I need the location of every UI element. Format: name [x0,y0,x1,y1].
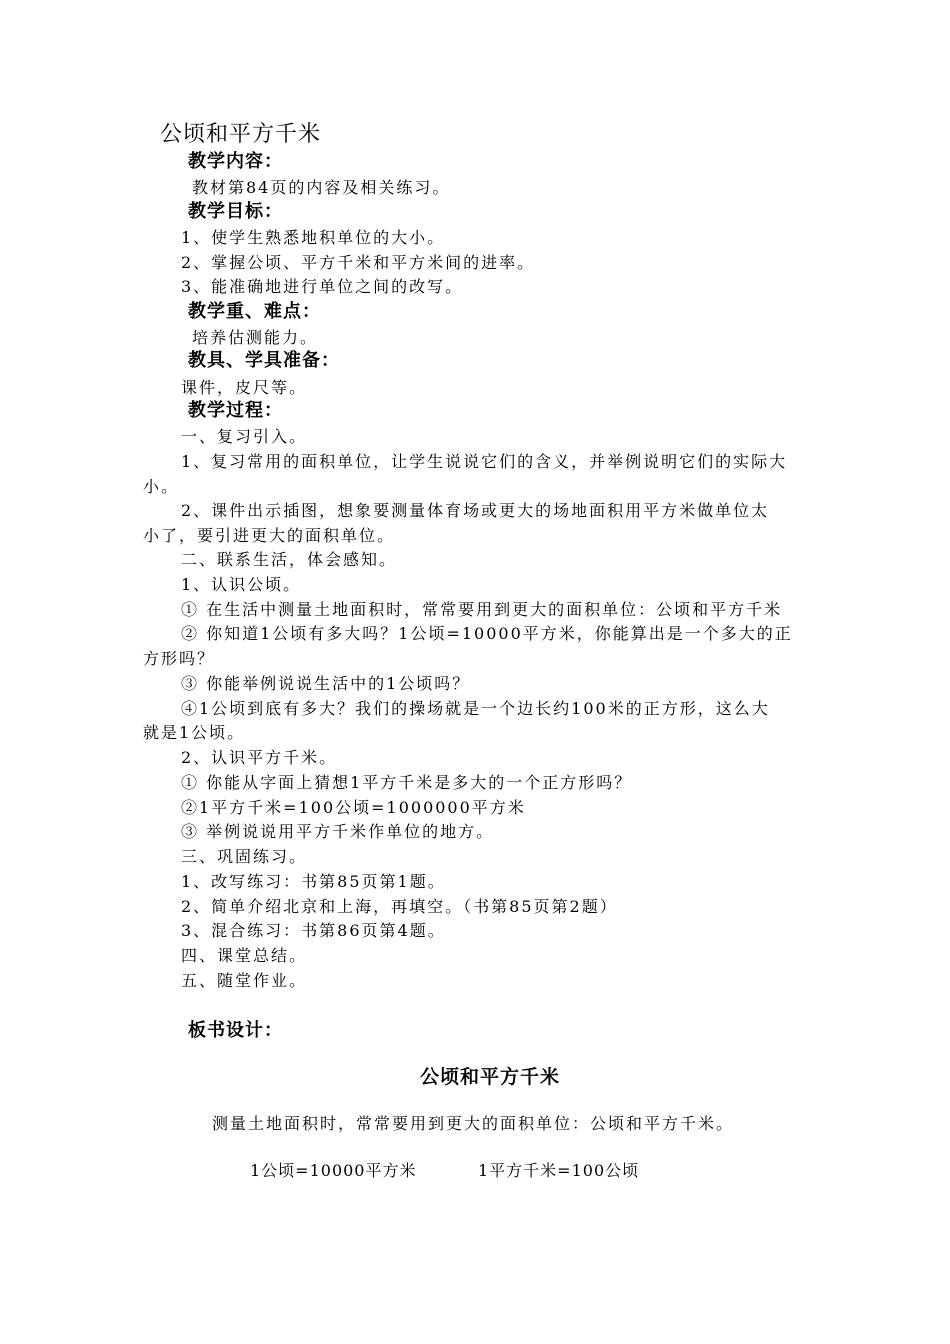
key-text: 培养估测能力。 [192,328,319,347]
process-line: 1、复习常用的面积单位，让学生说说它们的含义，并举例说明它们的实际大 [181,452,788,471]
process-line: 二、联系生活，体会感知。 [181,550,398,569]
process-line: 3、混合练习：书第86页第4题。 [181,921,446,940]
process-line: 1、改写练习：书第85页第1题。 [181,872,446,891]
board-line: 测量土地面积时，常常要用到更大的面积单位：公顷和平方千米。 [212,1114,735,1133]
process-heading: 教学过程： [188,400,283,421]
process-line: ① 你能从字面上猜想1平方千米是多大的一个正方形吗？ [181,773,633,792]
tools-heading: 教具、学具准备： [188,350,340,371]
tools-text: 课件，皮尺等。 [181,378,308,397]
goal-item: 1、使学生熟悉地积单位的大小。 [181,228,446,247]
board-formula-sqkm: 1平方千米=100公顷 [478,1161,640,1180]
process-line: 一、复习引入。 [181,427,308,446]
content-text: 教材第84页的内容及相关练习。 [192,178,451,197]
board-title: 公顷和平方千米 [420,1066,561,1088]
goal-item: 2、掌握公顷、平方千米和平方米间的进率。 [181,253,536,272]
goal-item: 3、能准确地进行单位之间的改写。 [181,277,464,296]
process-line: 三、巩固练习。 [181,847,308,866]
process-line: 五、随堂作业。 [181,971,308,990]
process-line: ② 你知道1公顷有多大吗？1公顷=10000平方米，你能算出是一个多大的正 [181,624,793,643]
process-line: ③ 举例说说用平方千米作单位的地方。 [181,822,495,841]
process-line: ① 在生活中测量土地面积时，常常要用到更大的面积单位：公顷和平方千米 [181,600,783,619]
goals-heading: 教学目标： [188,201,283,222]
key-heading: 教学重、难点： [188,301,321,322]
process-line: 小。 [143,477,180,496]
process-line: ④1公顷到底有多大？我们的操场就是一个边长约100米的正方形，这么大 [181,699,770,718]
process-line: 1、认识公顷。 [181,575,302,594]
board-heading: 板书设计： [188,1020,283,1041]
process-line: 小了，要引进更大的面积单位。 [143,526,396,545]
process-line: 2、简单介绍北京和上海，再填空。（书第85页第2题） [181,897,618,916]
content-heading: 教学内容： [188,151,283,172]
process-line: ③ 你能举例说说生活中的1公顷吗？ [181,674,471,693]
process-line: 方形吗？ [143,649,216,668]
process-line: 就是1公顷。 [143,723,246,742]
process-line: ②1平方千米=100公顷=1000000平方米 [181,798,526,817]
process-line: 四、课堂总结。 [181,946,308,965]
process-line: 2、认识平方千米。 [181,748,338,767]
board-formula-hectare: 1公顷=10000平方米 [250,1161,417,1180]
doc-title: 公顷和平方千米 [160,122,322,147]
process-line: 2、课件出示插图，想象要测量体育场或更大的场地面积用平方米做单位太 [181,501,770,520]
